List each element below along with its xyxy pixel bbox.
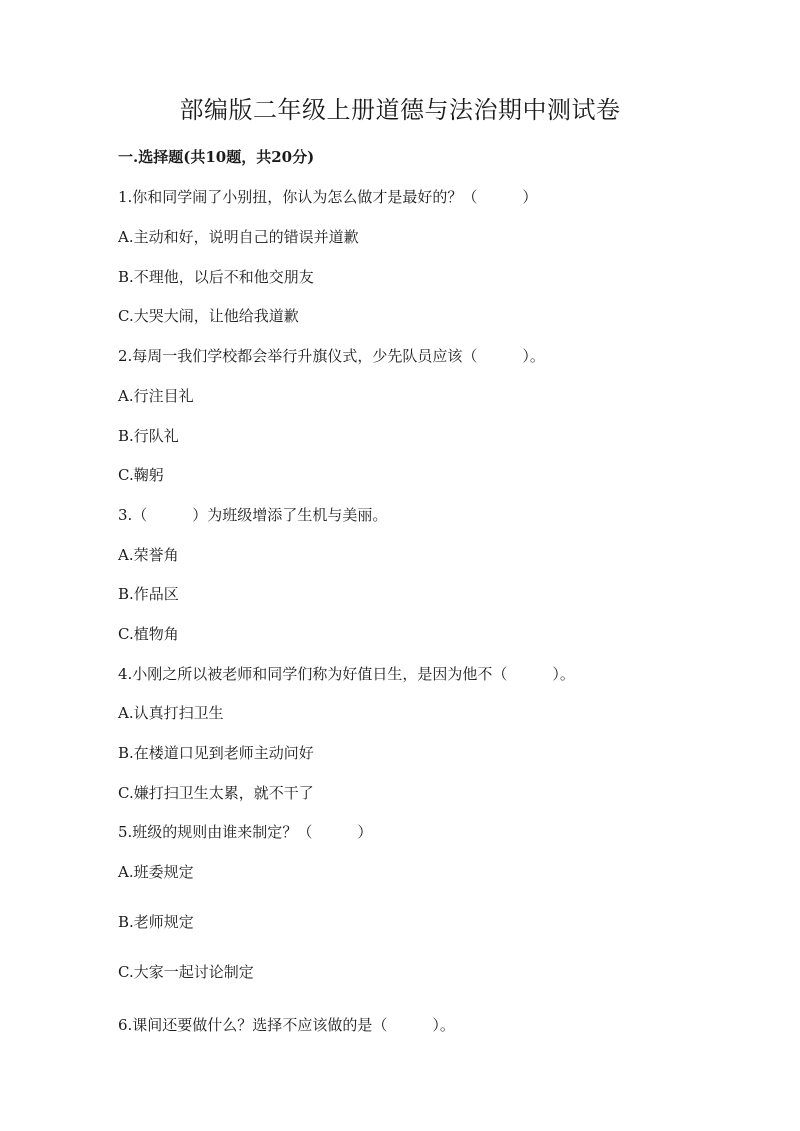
option-b: B.不理他，以后不和他交朋友 bbox=[118, 268, 314, 286]
option-b: B.作品区 bbox=[118, 585, 179, 603]
option-a: A.认真打扫卫生 bbox=[118, 704, 224, 722]
page-title: 部编版二年级上册道德与法治期中测试卷 bbox=[179, 96, 621, 124]
section-heading: 一.选择题(共10题，共20分) bbox=[118, 148, 315, 166]
question-stem: 2.每周一我们学校都会举行升旗仪式，少先队员应该（ ）。 bbox=[118, 347, 545, 365]
option-c: C.鞠躬 bbox=[118, 466, 164, 484]
option-b: B.行队礼 bbox=[118, 427, 179, 445]
question-stem: 6.课间还要做什么？选择不应该做的是（ ）。 bbox=[118, 1016, 455, 1034]
option-b: B.老师规定 bbox=[118, 913, 194, 931]
option-a: A.荣誉角 bbox=[118, 546, 179, 564]
question-stem: 4.小刚之所以被老师和同学们称为好值日生，是因为他不（ ）。 bbox=[118, 665, 575, 683]
question-stem: 1.你和同学闹了小别扭，你认为怎么做才是最好的？（ ） bbox=[118, 188, 538, 206]
option-a: A.主动和好，说明自己的错误并道歉 bbox=[118, 228, 359, 246]
option-c: C.大家一起讨论制定 bbox=[118, 963, 254, 981]
option-a: A.行注目礼 bbox=[118, 387, 194, 405]
option-b: B.在楼道口见到老师主动问好 bbox=[118, 744, 314, 762]
question-stem: 3.（ ）为班级增添了生机与美丽。 bbox=[118, 506, 388, 524]
option-a: A.班委规定 bbox=[118, 863, 194, 881]
option-c: C.嫌打扫卫生太累，就不干了 bbox=[118, 784, 314, 802]
question-stem: 5.班级的规则由谁来制定？（ ） bbox=[118, 823, 373, 841]
option-c: C.大哭大闹，让他给我道歉 bbox=[118, 307, 299, 325]
option-c: C.植物角 bbox=[118, 625, 179, 643]
